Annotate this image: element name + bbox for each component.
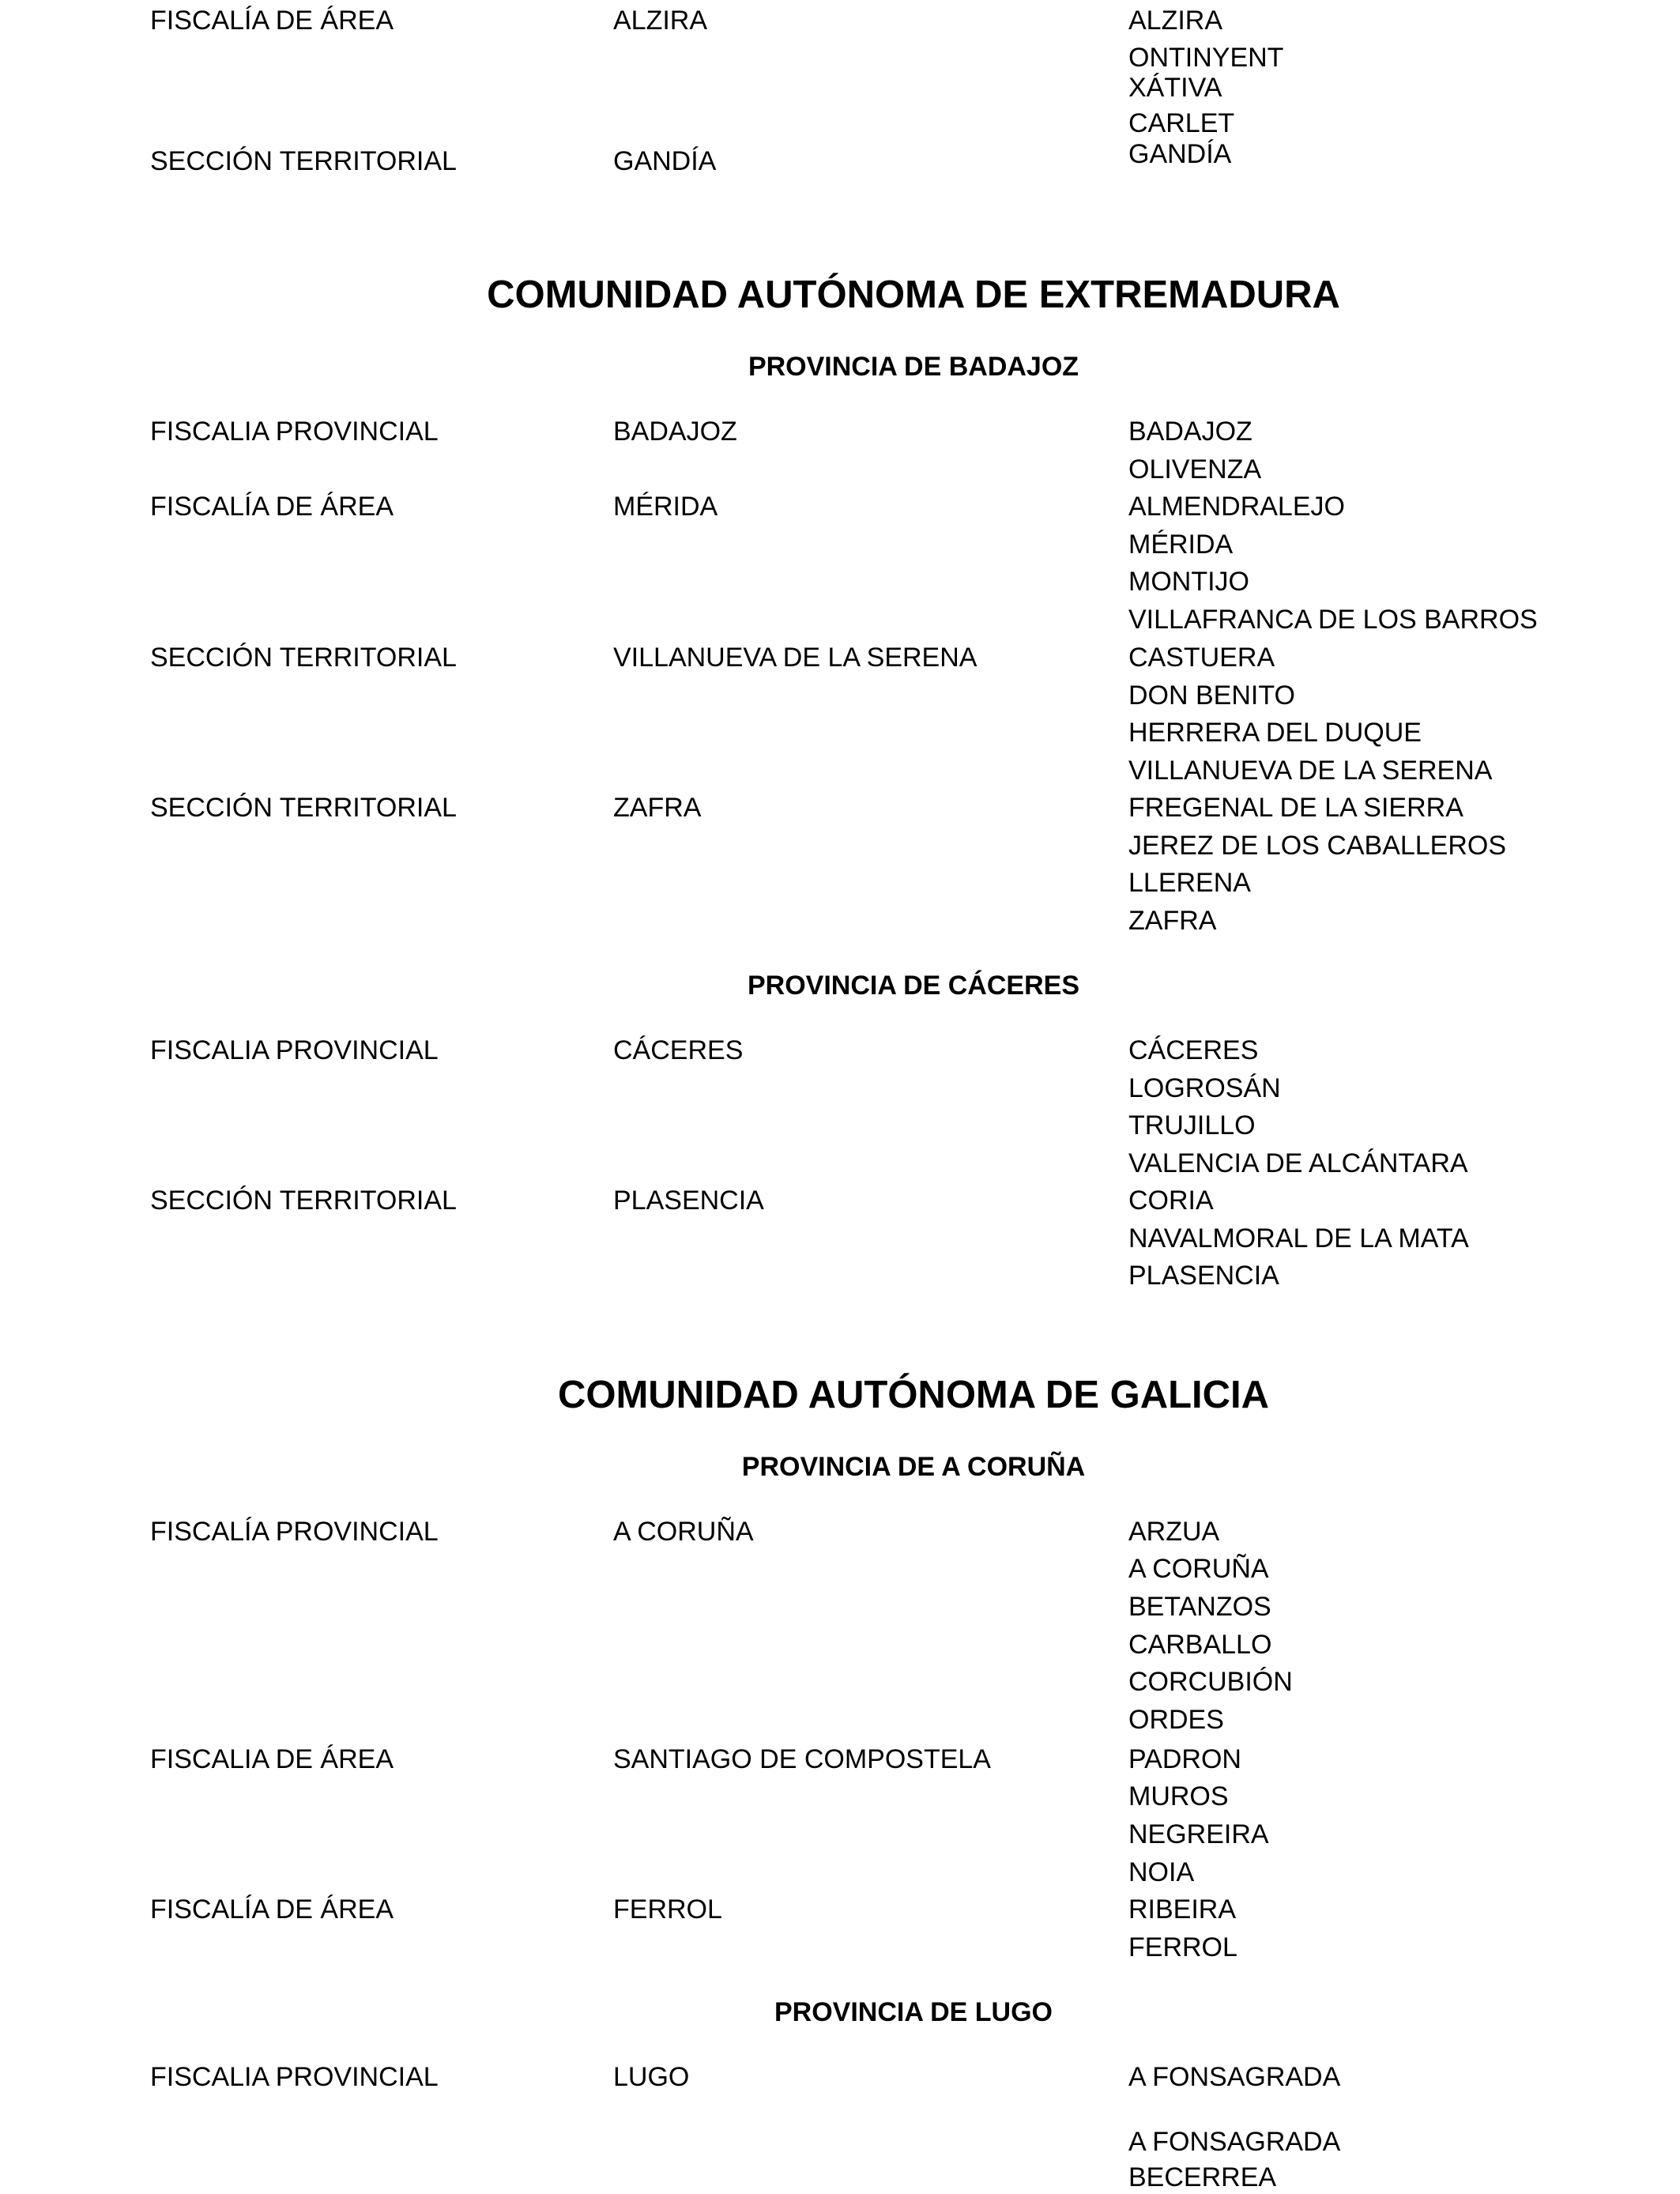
town: JEREZ DE LOS CABALLEROS [1128, 831, 1507, 861]
region-heading: COMUNIDAD AUTÓNOMA DE GALICIA [557, 1374, 1270, 1416]
town: A CORUÑA [1128, 1554, 1269, 1584]
office-type: FISCALIA PROVINCIAL [150, 2062, 439, 2092]
town: MUROS [1128, 1781, 1229, 1811]
office-type: SECCIÓN TERRITORIAL [150, 146, 457, 176]
town: ALZIRA [1128, 6, 1223, 36]
province-heading: PROVINCIA DE A CORUÑA [741, 1452, 1086, 1482]
town: CASTUERA [1128, 643, 1275, 673]
town: RIBEIRA [1128, 1894, 1237, 1924]
province-heading: PROVINCIA DE LUGO [774, 1997, 1053, 2027]
town: TRUJILLO [1128, 1110, 1256, 1140]
town: CORCUBIÓN [1128, 1667, 1293, 1697]
town: CARLET [1128, 108, 1235, 138]
town: HERRERA DEL DUQUE [1128, 718, 1422, 748]
town: OLIVENZA [1128, 454, 1262, 484]
region-heading: COMUNIDAD AUTÓNOMA DE EXTREMADURA [487, 273, 1340, 316]
town: FREGENAL DE LA SIERRA [1128, 793, 1463, 823]
office-type: FISCALIA PROVINCIAL [150, 1035, 439, 1065]
town: NEGREIRA [1128, 1819, 1269, 1849]
town: DON BENITO [1128, 680, 1295, 711]
office-seat: ZAFRA [613, 793, 702, 823]
town: CÁCERES [1128, 1035, 1259, 1065]
office-type: SECCIÓN TERRITORIAL [150, 793, 457, 823]
office-seat: GANDÍA [613, 146, 717, 176]
office-type: FISCALIA DE ÁREA [150, 1744, 394, 1774]
town: ZAFRA [1128, 906, 1217, 936]
town: A FONSAGRADA [1128, 2127, 1341, 2157]
office-seat: VILLANUEVA DE LA SERENA [613, 643, 977, 673]
province-heading: PROVINCIA DE CÁCERES [747, 971, 1080, 1001]
town: CARBALLO [1128, 1630, 1272, 1660]
town: NAVALMORAL DE LA MATA [1128, 1223, 1469, 1253]
office-seat: ALZIRA [613, 6, 708, 36]
town: GANDÍA [1128, 139, 1232, 169]
office-seat: CÁCERES [613, 1035, 744, 1065]
province-heading: PROVINCIA DE BADAJOZ [748, 352, 1079, 382]
town: NOIA [1128, 1857, 1195, 1887]
office-seat: FERROL [613, 1894, 722, 1924]
office-type: FISCALÍA DE ÁREA [150, 6, 394, 36]
office-type: FISCALÍA DE ÁREA [150, 1894, 394, 1924]
office-seat: SANTIAGO DE COMPOSTELA [613, 1744, 991, 1774]
town: ORDES [1128, 1705, 1224, 1735]
office-type: SECCIÓN TERRITORIAL [150, 1186, 457, 1216]
town: VILLANUEVA DE LA SERENA [1128, 756, 1493, 786]
town: ALMENDRALEJO [1128, 492, 1345, 522]
town: A FONSAGRADA [1128, 2062, 1341, 2092]
town: MÉRIDA [1128, 530, 1234, 560]
office-seat: A CORUÑA [613, 1517, 754, 1547]
town: LLERENA [1128, 868, 1251, 898]
town: BECERREA [1128, 2162, 1277, 2192]
town: XÁTIVA [1128, 73, 1222, 103]
town: FERROL [1128, 1932, 1237, 1962]
office-type: FISCALIA PROVINCIAL [150, 417, 439, 447]
office-type: FISCALÍA PROVINCIAL [150, 1517, 439, 1547]
town: PLASENCIA [1128, 1261, 1279, 1291]
office-seat: PLASENCIA [613, 1186, 764, 1216]
town: ARZUA [1128, 1517, 1220, 1547]
town: VILLAFRANCA DE LOS BARROS [1128, 605, 1538, 635]
town: VALENCIA DE ALCÁNTARA [1128, 1148, 1468, 1178]
town: PADRON [1128, 1744, 1241, 1774]
town: ONTINYENT [1128, 43, 1284, 73]
town: BADAJOZ [1128, 417, 1252, 447]
office-seat: LUGO [613, 2062, 690, 2092]
town: LOGROSÁN [1128, 1073, 1281, 1103]
office-type: SECCIÓN TERRITORIAL [150, 643, 457, 673]
town: MONTIJO [1128, 567, 1249, 597]
office-type: FISCALÍA DE ÁREA [150, 492, 394, 522]
town: BETANZOS [1128, 1592, 1271, 1622]
office-seat: MÉRIDA [613, 492, 718, 522]
office-seat: BADAJOZ [613, 417, 737, 447]
town: CORIA [1128, 1186, 1214, 1216]
